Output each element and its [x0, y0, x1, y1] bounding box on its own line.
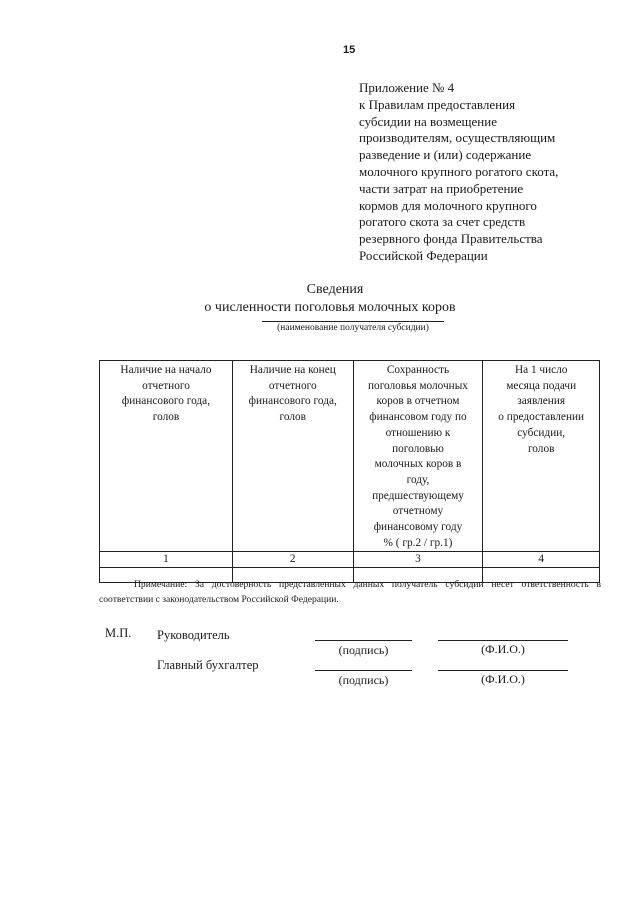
head-signature-caption: (подпись) — [338, 643, 389, 657]
title-block — [0, 281, 640, 316]
appendix-header — [359, 80, 619, 265]
accountant-label: Главный бухгалтер — [157, 658, 259, 672]
header-text-line: Наличие на конец — [249, 364, 336, 376]
livestock-table — [99, 360, 600, 583]
header-text-line: финансового года, — [248, 395, 337, 408]
appendix-line: резервного фонда Правительства — [359, 231, 543, 247]
header-cell-retention — [353, 361, 483, 552]
header-text-line: Сохранность — [386, 364, 450, 376]
header-text-line: голов — [279, 411, 306, 424]
header-text-line: о предоставлении — [498, 411, 585, 424]
header-text-line: отношению к — [385, 426, 451, 439]
header-cell-end-count — [232, 361, 353, 552]
stamp-label: М.П. — [105, 626, 132, 640]
head-name-line — [438, 640, 568, 641]
header-cell-application-count — [483, 361, 600, 552]
header-text-line: молочных коров в — [374, 458, 462, 471]
appendix-line: Российской Федерации — [359, 247, 488, 263]
appendix-line: Приложение № 4 — [359, 80, 455, 95]
column-number: 4 — [483, 552, 600, 568]
appendix-line: разведение и (или) содержание — [359, 147, 532, 163]
appendix-line: субсидии на возмещение — [359, 113, 497, 129]
document-title: Сведения — [306, 282, 364, 297]
head-signature-line — [315, 640, 412, 641]
header-text-line: поголовью — [392, 442, 444, 455]
header-text-line: финансовом году по — [369, 411, 467, 424]
appendix-line: производителям, осуществляющим — [359, 130, 556, 146]
note — [99, 577, 601, 607]
appendix-line: рогатого скота за счет средств — [359, 214, 526, 230]
head-label: Руководитель — [157, 628, 230, 642]
accountant-signature-caption: (подпись) — [338, 673, 389, 687]
appendix-line: молочного крупного рогатого скота, — [359, 163, 559, 179]
header-text-line: предшествующему — [372, 489, 464, 502]
header-text-line: голов — [527, 442, 555, 455]
header-text-line: финансовому году — [373, 521, 463, 534]
column-number: 3 — [353, 552, 483, 568]
appendix-line: части затрат на приобретение — [359, 180, 524, 196]
appendix-line: к Правилам предоставления — [359, 96, 516, 112]
column-number-row — [100, 552, 600, 568]
page-number: 15 — [343, 44, 356, 56]
note-text: Примечание: За достоверность представленных данных получатель субсидии несет ответственность в соответствии с законодательством Российской Федерации. — [99, 579, 601, 605]
header-text-line: субсидии, — [517, 426, 566, 439]
header-text-line: заявления — [517, 395, 566, 408]
header-text-line: финансового года, — [121, 395, 211, 408]
recipient-name-line — [262, 321, 444, 322]
head-name-caption: (Ф.И.О.) — [481, 642, 525, 656]
header-text-line: году, — [406, 473, 430, 486]
table-header-row — [100, 361, 600, 552]
header-text-line: % ( гр.2 / гр.1) — [383, 536, 453, 549]
header-text-line: голов — [152, 411, 180, 424]
accountant-name-caption: (Ф.И.О.) — [481, 672, 525, 686]
header-text-line: На 1 число — [514, 364, 568, 376]
column-number: 1 — [100, 552, 233, 568]
header-text-line: месяца подачи — [506, 379, 577, 392]
appendix-line: кормов для молочного крупного — [359, 197, 537, 213]
header-text-line: отчетному — [392, 505, 444, 518]
accountant-signature-line — [315, 670, 412, 671]
header-cell-start-count — [100, 361, 233, 552]
accountant-name-line — [438, 670, 568, 671]
column-number: 2 — [232, 552, 353, 568]
header-text-line: Наличие на начало — [120, 364, 212, 376]
header-text-line: отчетного — [142, 379, 190, 392]
header-text-line: поголовья молочных — [368, 379, 468, 392]
recipient-caption: (наименование получателя субсидии) — [277, 323, 429, 333]
header-text-line: отчетного — [268, 379, 317, 392]
document-subtitle: о численности поголовья молочных коров — [204, 300, 456, 315]
header-text-line: коров в отчетном — [376, 395, 460, 408]
